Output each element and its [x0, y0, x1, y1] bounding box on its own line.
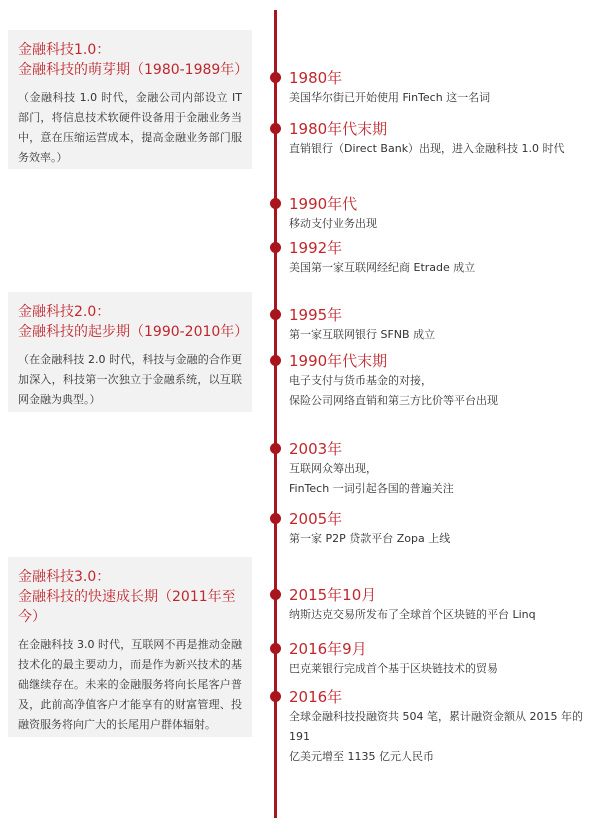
timeline-event — [289, 687, 607, 767]
phase-description-2: （在金融科技 2.0 时代，科技与金融的合作更加深入，科技第一次独立于金融系统，以互联网金融为典型。） — [18, 353, 242, 406]
event-date: 1992年 — [289, 239, 343, 257]
phase-title-line2: 金融科技的快速成长期（2011年至今） — [18, 589, 236, 625]
timeline-event — [289, 194, 607, 234]
timeline-event — [289, 238, 607, 278]
timeline-dot — [270, 355, 281, 366]
phase-panel-1 — [8, 30, 252, 169]
event-text: 直销银行（Direct Bank）出现，进入金融科技 1.0 时代 — [289, 142, 565, 155]
timeline-dot — [270, 443, 281, 454]
phase-title-3 — [18, 567, 242, 627]
phase-description-3: 在金融科技 3.0 时代，互联网不再是推动金融技术化的最主要动力，而是作为新兴技术的基础继续存在。未来的金融服务将向长尾客户普及，此前高净值客户才能享有的财富管理、投融资服务将向广大的长尾用户群体辐射。 — [18, 638, 242, 731]
phase-panel-3 — [8, 557, 252, 737]
event-text: 互联网众筹出现， FinTech 一词引起各国的普遍关注 — [289, 462, 454, 495]
event-text: 第一家互联网银行 SFNB 成立 — [289, 328, 436, 341]
timeline-dot — [270, 589, 281, 600]
timeline-event — [289, 439, 607, 499]
phase-title-line2: 金融科技的起步期（1990-2010年） — [18, 324, 249, 340]
phase-panel-2 — [8, 292, 252, 412]
timeline-event — [289, 639, 607, 679]
phase-title-line1: 金融科技2.0： — [18, 304, 111, 320]
event-text: 全球金融科技投融资共 504 笔，累计融资金额从 2015 年的 191 亿美元增至 1135 亿元人民币 — [289, 710, 583, 763]
event-text: 电子支付与货币基金的对接， 保险公司网络直销和第三方比价等平台出现 — [289, 374, 498, 407]
event-date: 2016年 — [289, 688, 343, 706]
event-date: 1990年代末期 — [289, 352, 388, 370]
phase-title-line1: 金融科技3.0： — [18, 569, 111, 585]
timeline-event — [289, 351, 607, 411]
timeline-dot — [270, 643, 281, 654]
event-date: 2003年 — [289, 440, 343, 458]
timeline-event — [289, 509, 607, 549]
timeline-dot — [270, 513, 281, 524]
timeline-dot — [270, 309, 281, 320]
phase-title-1 — [18, 40, 249, 80]
timeline-event — [289, 585, 607, 625]
phase-title-line1: 金融科技1.0： — [18, 42, 111, 58]
event-date: 2005年 — [289, 510, 343, 528]
timeline-dot — [270, 72, 281, 83]
event-date: 1990年代 — [289, 195, 358, 213]
event-text: 巴克莱银行完成首个基于区块链技术的贸易 — [289, 662, 498, 675]
timeline-event — [289, 305, 607, 345]
phase-title-line2: 金融科技的萌芽期（1980-1989年） — [18, 62, 249, 78]
event-text: 美国第一家互联网经纪商 Etrade 成立 — [289, 261, 476, 274]
phase-title-2 — [18, 302, 249, 342]
timeline-dot — [270, 198, 281, 209]
timeline-event — [289, 68, 607, 108]
timeline-dot — [270, 691, 281, 702]
event-text: 纳斯达克交易所发布了全球首个区块链的平台 Linq — [289, 608, 536, 621]
phase-description-1: （金融科技 1.0 时代，金融公司内部设立 IT 部门，将信息技术软硬件设备用于金融业务当中，意在压缩运营成本，提高金融业务部门服务效率。） — [18, 91, 242, 164]
event-date: 1980年 — [289, 69, 343, 87]
event-text: 第一家 P2P 贷款平台 Zopa 上线 — [289, 532, 451, 545]
timeline-event — [289, 119, 607, 159]
event-date: 1995年 — [289, 306, 343, 324]
event-text: 美国华尔街已开始使用 FinTech 这一名词 — [289, 91, 491, 104]
event-date: 2015年10月 — [289, 586, 377, 604]
event-text: 移动支付业务出现 — [289, 217, 377, 230]
event-date: 1980年代末期 — [289, 120, 388, 138]
timeline-dot — [270, 123, 281, 134]
timeline-dot — [270, 242, 281, 253]
event-date: 2016年9月 — [289, 640, 367, 658]
